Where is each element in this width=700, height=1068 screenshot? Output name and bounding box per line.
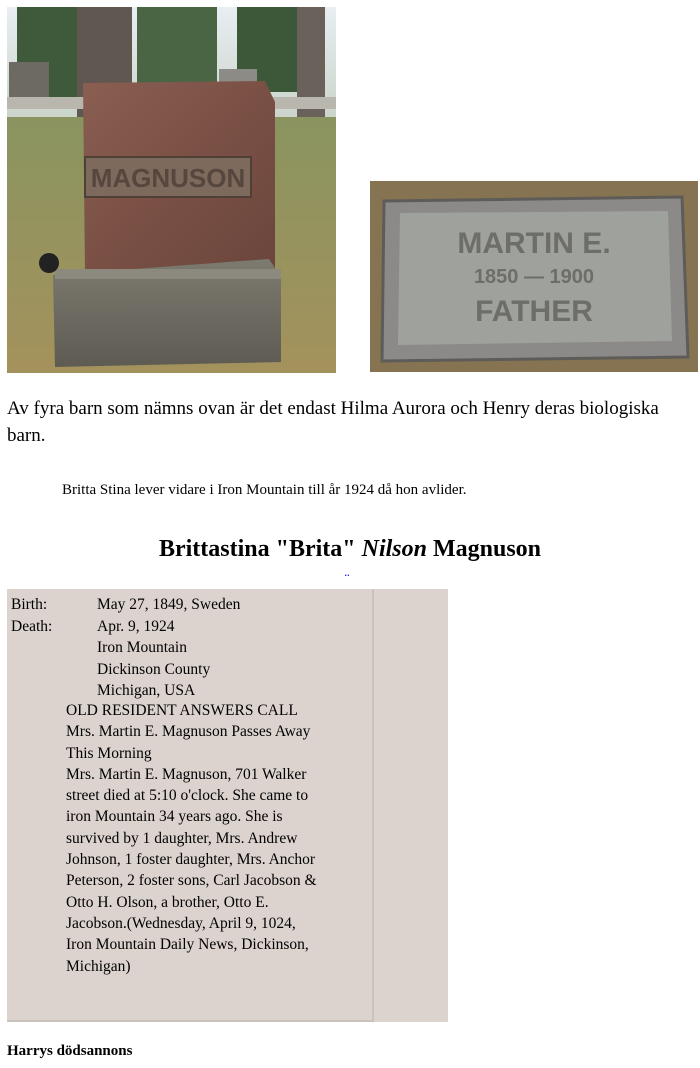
obituary-line: Peterson, 2 foster sons, Carl Jacobson & [66, 872, 317, 890]
obituary-line: Otto H. Olson, a brother, Otto E. [66, 893, 269, 911]
obituary-line: OLD RESIDENT ANSWERS CALL [66, 702, 298, 719]
death-date: Apr. 9, 1924 [97, 618, 175, 635]
obituary-line: Johnson, 1 foster daughter, Mrs. Anchor [66, 851, 316, 869]
britta-note: Britta Stina lever vidare i Iron Mountain till år 1924 då hon avlider. [62, 482, 467, 498]
obituary-text [66, 700, 371, 977]
svg-text:1850 — 1900: 1850 — 1900 [473, 266, 595, 288]
obituary-line: Mrs. Martin E. Magnuson, 701 Walker [66, 765, 307, 783]
obituary-line: survived by 1 daughter, Mrs. Andrew [66, 829, 298, 847]
obituary-line: This Morning [66, 744, 152, 762]
death-label: Death: [11, 618, 53, 635]
obituary-line: iron Mountain 34 years ago. She is [66, 808, 283, 826]
svg-text:MAGNUSON: MAGNUSON [90, 163, 246, 193]
birth-value: May 27, 1849, Sweden [97, 596, 241, 613]
death-city: Iron Mountain [97, 639, 187, 657]
record-panel [7, 589, 448, 1022]
obituary-line: Iron Mountain Daily News, Dickinson, [66, 936, 309, 954]
grave-marker-photo [370, 181, 698, 372]
intro-paragraph: Av fyra barn som nämns ovan är det endast Hilma Aurora och Henry deras biologiska barn. [7, 398, 659, 446]
title-maiden-name: Nilson [361, 536, 427, 562]
title-part3: Magnuson [426, 536, 542, 562]
birth-label: Birth: [11, 596, 48, 613]
svg-text:FATHER: FATHER [475, 295, 593, 328]
death-state: Michigan, USA [97, 681, 196, 699]
headstone-photo [7, 7, 336, 373]
death-details [97, 616, 210, 701]
svg-text:MARTIN E.: MARTIN E. [457, 227, 611, 260]
title-part1: Brittastina "Brita" [158, 536, 362, 562]
obituary-line: Michigan) [66, 957, 131, 975]
death-county: Dickinson County [97, 660, 211, 678]
obituary-line: Mrs. Martin E. Magnuson Passes Away [66, 723, 311, 741]
harry-obituary-heading: Harrys dödsannons [7, 1043, 133, 1059]
obituary-line: street died at 5:10 o'clock. She came to [66, 787, 309, 805]
page-title [0, 536, 700, 563]
obituary-line: Jacobson.(Wednesday, April 9, 1024, [66, 914, 296, 932]
